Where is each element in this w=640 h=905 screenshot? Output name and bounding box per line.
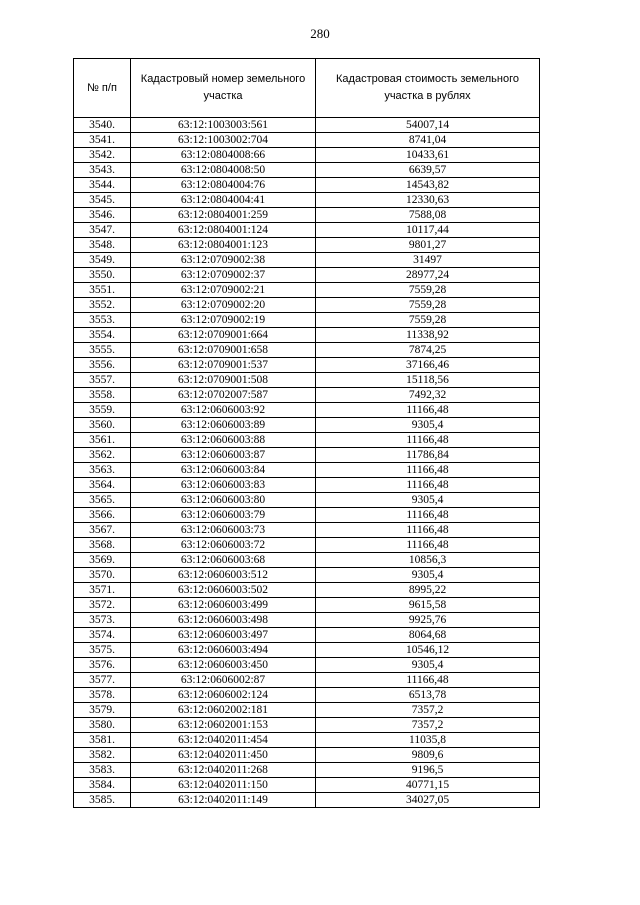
cadastral-number-cell: 63:12:1003002:704	[131, 133, 316, 148]
row-number-cell: 3566.	[74, 508, 131, 523]
cadastral-value-cell: 8995,22	[316, 583, 540, 598]
table-row	[74, 193, 540, 208]
table-row	[74, 133, 540, 148]
cadastral-value-cell: 9305,4	[316, 568, 540, 583]
cadastral-value-cell: 7559,28	[316, 313, 540, 328]
table-row	[74, 583, 540, 598]
table-body	[74, 118, 540, 808]
header-row-number: № п/п	[74, 59, 131, 118]
cadastral-value-cell: 10546,12	[316, 643, 540, 658]
cadastral-value-cell: 9615,58	[316, 598, 540, 613]
cadastral-number-cell: 63:12:0606003:494	[131, 643, 316, 658]
table-row	[74, 553, 540, 568]
table-row	[74, 703, 540, 718]
table-row	[74, 613, 540, 628]
cadastral-value-cell: 34027,05	[316, 793, 540, 808]
cadastral-value-cell: 11786,84	[316, 448, 540, 463]
cadastral-number-cell: 63:12:0804008:50	[131, 163, 316, 178]
table-row	[74, 373, 540, 388]
cadastral-number-cell: 63:12:0804008:66	[131, 148, 316, 163]
cadastral-number-cell: 63:12:0804001:124	[131, 223, 316, 238]
cadastral-value-cell: 11166,48	[316, 403, 540, 418]
table-row	[74, 163, 540, 178]
cadastral-number-cell: 63:12:0709001:537	[131, 358, 316, 373]
cadastral-number-cell: 63:12:0606003:497	[131, 628, 316, 643]
cadastral-value-cell: 7874,25	[316, 343, 540, 358]
cadastral-number-cell: 63:12:0606003:92	[131, 403, 316, 418]
row-number-cell: 3572.	[74, 598, 131, 613]
row-number-cell: 3546.	[74, 208, 131, 223]
table-row	[74, 733, 540, 748]
row-number-cell: 3555.	[74, 343, 131, 358]
row-number-cell: 3574.	[74, 628, 131, 643]
row-number-cell: 3565.	[74, 493, 131, 508]
cadastral-value-cell: 7559,28	[316, 298, 540, 313]
row-number-cell: 3543.	[74, 163, 131, 178]
cadastral-value-cell: 7357,2	[316, 703, 540, 718]
cadastral-number-cell: 63:12:0804001:259	[131, 208, 316, 223]
table-row	[74, 433, 540, 448]
table-row	[74, 208, 540, 223]
cadastral-number-cell: 63:12:0606003:73	[131, 523, 316, 538]
cadastral-number-cell: 63:12:0606003:68	[131, 553, 316, 568]
table-row	[74, 508, 540, 523]
cadastral-number-cell: 63:12:0709002:37	[131, 268, 316, 283]
cadastral-number-cell: 63:12:0709002:21	[131, 283, 316, 298]
row-number-cell: 3559.	[74, 403, 131, 418]
row-number-cell: 3563.	[74, 463, 131, 478]
table-row	[74, 268, 540, 283]
row-number-cell: 3545.	[74, 193, 131, 208]
cadastral-number-cell: 63:12:0606003:89	[131, 418, 316, 433]
cadastral-value-cell: 9809,6	[316, 748, 540, 763]
row-number-cell: 3554.	[74, 328, 131, 343]
cadastral-value-cell: 31497	[316, 253, 540, 268]
table-row	[74, 748, 540, 763]
cadastral-value-cell: 6639,57	[316, 163, 540, 178]
cadastral-value-cell: 7357,2	[316, 718, 540, 733]
row-number-cell: 3581.	[74, 733, 131, 748]
cadastral-number-cell: 63:12:0606003:84	[131, 463, 316, 478]
table-row	[74, 643, 540, 658]
cadastral-number-cell: 63:12:0606003:499	[131, 598, 316, 613]
cadastral-number-cell: 63:12:0402011:149	[131, 793, 316, 808]
row-number-cell: 3562.	[74, 448, 131, 463]
cadastral-value-cell: 9305,4	[316, 493, 540, 508]
row-number-cell: 3553.	[74, 313, 131, 328]
table-row	[74, 238, 540, 253]
cadastral-value-cell: 7492,32	[316, 388, 540, 403]
row-number-cell: 3582.	[74, 748, 131, 763]
table-row	[74, 298, 540, 313]
cadastral-number-cell: 63:12:0709002:38	[131, 253, 316, 268]
cadastral-number-cell: 63:12:0606003:512	[131, 568, 316, 583]
cadastral-number-cell: 63:12:0606002:87	[131, 673, 316, 688]
row-number-cell: 3540.	[74, 118, 131, 133]
cadastral-number-cell: 63:12:0606003:88	[131, 433, 316, 448]
table-row	[74, 343, 540, 358]
cadastral-value-cell: 11166,48	[316, 508, 540, 523]
cadastral-number-cell: 63:12:0709001:508	[131, 373, 316, 388]
cadastral-value-cell: 12330,63	[316, 193, 540, 208]
table-row	[74, 328, 540, 343]
cadastral-value-cell: 11166,48	[316, 433, 540, 448]
row-number-cell: 3579.	[74, 703, 131, 718]
cadastral-number-cell: 63:12:0804001:123	[131, 238, 316, 253]
cadastral-value-cell: 11035,8	[316, 733, 540, 748]
cadastral-value-cell: 40771,15	[316, 778, 540, 793]
table-row	[74, 403, 540, 418]
cadastral-number-cell: 63:12:0402011:150	[131, 778, 316, 793]
row-number-cell: 3560.	[74, 418, 131, 433]
cadastral-number-cell: 63:12:0606003:83	[131, 478, 316, 493]
table-row	[74, 448, 540, 463]
cadastral-value-cell: 11166,48	[316, 478, 540, 493]
table-row	[74, 658, 540, 673]
cadastral-number-cell: 63:12:0402011:268	[131, 763, 316, 778]
cadastral-value-cell: 54007,14	[316, 118, 540, 133]
table-row	[74, 718, 540, 733]
page-number: 280	[310, 26, 330, 41]
table-row	[74, 418, 540, 433]
table-row	[74, 178, 540, 193]
cadastral-number-cell: 63:12:0702007:587	[131, 388, 316, 403]
row-number-cell: 3567.	[74, 523, 131, 538]
table-row	[74, 568, 540, 583]
cadastral-number-cell: 63:12:0602001:153	[131, 718, 316, 733]
row-number-cell: 3575.	[74, 643, 131, 658]
table-row	[74, 253, 540, 268]
cadastral-number-cell: 63:12:0606002:124	[131, 688, 316, 703]
row-number-cell: 3558.	[74, 388, 131, 403]
row-number-cell: 3547.	[74, 223, 131, 238]
cadastral-number-cell: 63:12:0606003:80	[131, 493, 316, 508]
cadastral-number-cell: 63:12:0606003:498	[131, 613, 316, 628]
cadastral-value-cell: 11338,92	[316, 328, 540, 343]
cadastral-value-cell: 8741,04	[316, 133, 540, 148]
cadastral-value-cell: 8064,68	[316, 628, 540, 643]
row-number-cell: 3584.	[74, 778, 131, 793]
cadastral-value-cell: 11166,48	[316, 463, 540, 478]
row-number-cell: 3583.	[74, 763, 131, 778]
row-number-cell: 3577.	[74, 673, 131, 688]
cadastral-value-cell: 14543,82	[316, 178, 540, 193]
table-row	[74, 148, 540, 163]
cadastral-number-cell: 63:12:0709001:658	[131, 343, 316, 358]
cadastral-value-cell: 7588,08	[316, 208, 540, 223]
row-number-cell: 3569.	[74, 553, 131, 568]
row-number-cell: 3580.	[74, 718, 131, 733]
cadastral-value-table	[73, 58, 540, 808]
cadastral-value-cell: 28977,24	[316, 268, 540, 283]
table-row	[74, 388, 540, 403]
cadastral-value-cell: 9925,76	[316, 613, 540, 628]
row-number-cell: 3550.	[74, 268, 131, 283]
row-number-cell: 3578.	[74, 688, 131, 703]
table-row	[74, 778, 540, 793]
cadastral-number-cell: 63:12:1003003:561	[131, 118, 316, 133]
cadastral-value-cell: 37166,46	[316, 358, 540, 373]
cadastral-value-cell: 9305,4	[316, 418, 540, 433]
cadastral-number-cell: 63:12:0709002:19	[131, 313, 316, 328]
row-number-cell: 3542.	[74, 148, 131, 163]
cadastral-number-cell: 63:12:0804004:76	[131, 178, 316, 193]
table-row	[74, 463, 540, 478]
table-row	[74, 763, 540, 778]
cadastral-value-cell: 9196,5	[316, 763, 540, 778]
cadastral-number-cell: 63:12:0602002:181	[131, 703, 316, 718]
cadastral-number-cell: 63:12:0606003:450	[131, 658, 316, 673]
table-row	[74, 538, 540, 553]
cadastral-value-cell: 9801,27	[316, 238, 540, 253]
cadastral-value-cell: 10856,3	[316, 553, 540, 568]
table-row	[74, 118, 540, 133]
table-row	[74, 688, 540, 703]
row-number-cell: 3549.	[74, 253, 131, 268]
cadastral-number-cell: 63:12:0606003:79	[131, 508, 316, 523]
cadastral-number-cell: 63:12:0402011:454	[131, 733, 316, 748]
table-row	[74, 313, 540, 328]
row-number-cell: 3551.	[74, 283, 131, 298]
cadastral-value-cell: 11166,48	[316, 538, 540, 553]
table-row	[74, 493, 540, 508]
row-number-cell: 3556.	[74, 358, 131, 373]
cadastral-value-cell: 15118,56	[316, 373, 540, 388]
row-number-cell: 3564.	[74, 478, 131, 493]
cadastral-value-cell: 11166,48	[316, 523, 540, 538]
cadastral-value-cell: 7559,28	[316, 283, 540, 298]
row-number-cell: 3568.	[74, 538, 131, 553]
table-header-row	[74, 59, 540, 118]
row-number-cell: 3570.	[74, 568, 131, 583]
cadastral-number-cell: 63:12:0709002:20	[131, 298, 316, 313]
cadastral-number-cell: 63:12:0804004:41	[131, 193, 316, 208]
row-number-cell: 3541.	[74, 133, 131, 148]
header-cadastral-value: Кадастровая стоимость земельного участка в рублях	[316, 59, 540, 118]
row-number-cell: 3557.	[74, 373, 131, 388]
cadastral-number-cell: 63:12:0402011:450	[131, 748, 316, 763]
cadastral-value-cell: 11166,48	[316, 673, 540, 688]
row-number-cell: 3576.	[74, 658, 131, 673]
cadastral-number-cell: 63:12:0606003:502	[131, 583, 316, 598]
row-number-cell: 3552.	[74, 298, 131, 313]
table-row	[74, 283, 540, 298]
row-number-cell: 3573.	[74, 613, 131, 628]
row-number-cell: 3561.	[74, 433, 131, 448]
cadastral-value-cell: 10433,61	[316, 148, 540, 163]
table-row	[74, 358, 540, 373]
header-cadastral-number: Кадастровый номер земельного участка	[131, 59, 316, 118]
cadastral-value-cell: 9305,4	[316, 658, 540, 673]
cadastral-value-cell: 6513,78	[316, 688, 540, 703]
table-row	[74, 598, 540, 613]
row-number-cell: 3585.	[74, 793, 131, 808]
cadastral-number-cell: 63:12:0606003:87	[131, 448, 316, 463]
table-row	[74, 793, 540, 808]
row-number-cell: 3548.	[74, 238, 131, 253]
row-number-cell: 3544.	[74, 178, 131, 193]
cadastral-number-cell: 63:12:0709001:664	[131, 328, 316, 343]
table-row	[74, 523, 540, 538]
table-row	[74, 223, 540, 238]
cadastral-value-cell: 10117,44	[316, 223, 540, 238]
cadastral-number-cell: 63:12:0606003:72	[131, 538, 316, 553]
table-row	[74, 673, 540, 688]
table-row	[74, 628, 540, 643]
row-number-cell: 3571.	[74, 583, 131, 598]
table-row	[74, 478, 540, 493]
